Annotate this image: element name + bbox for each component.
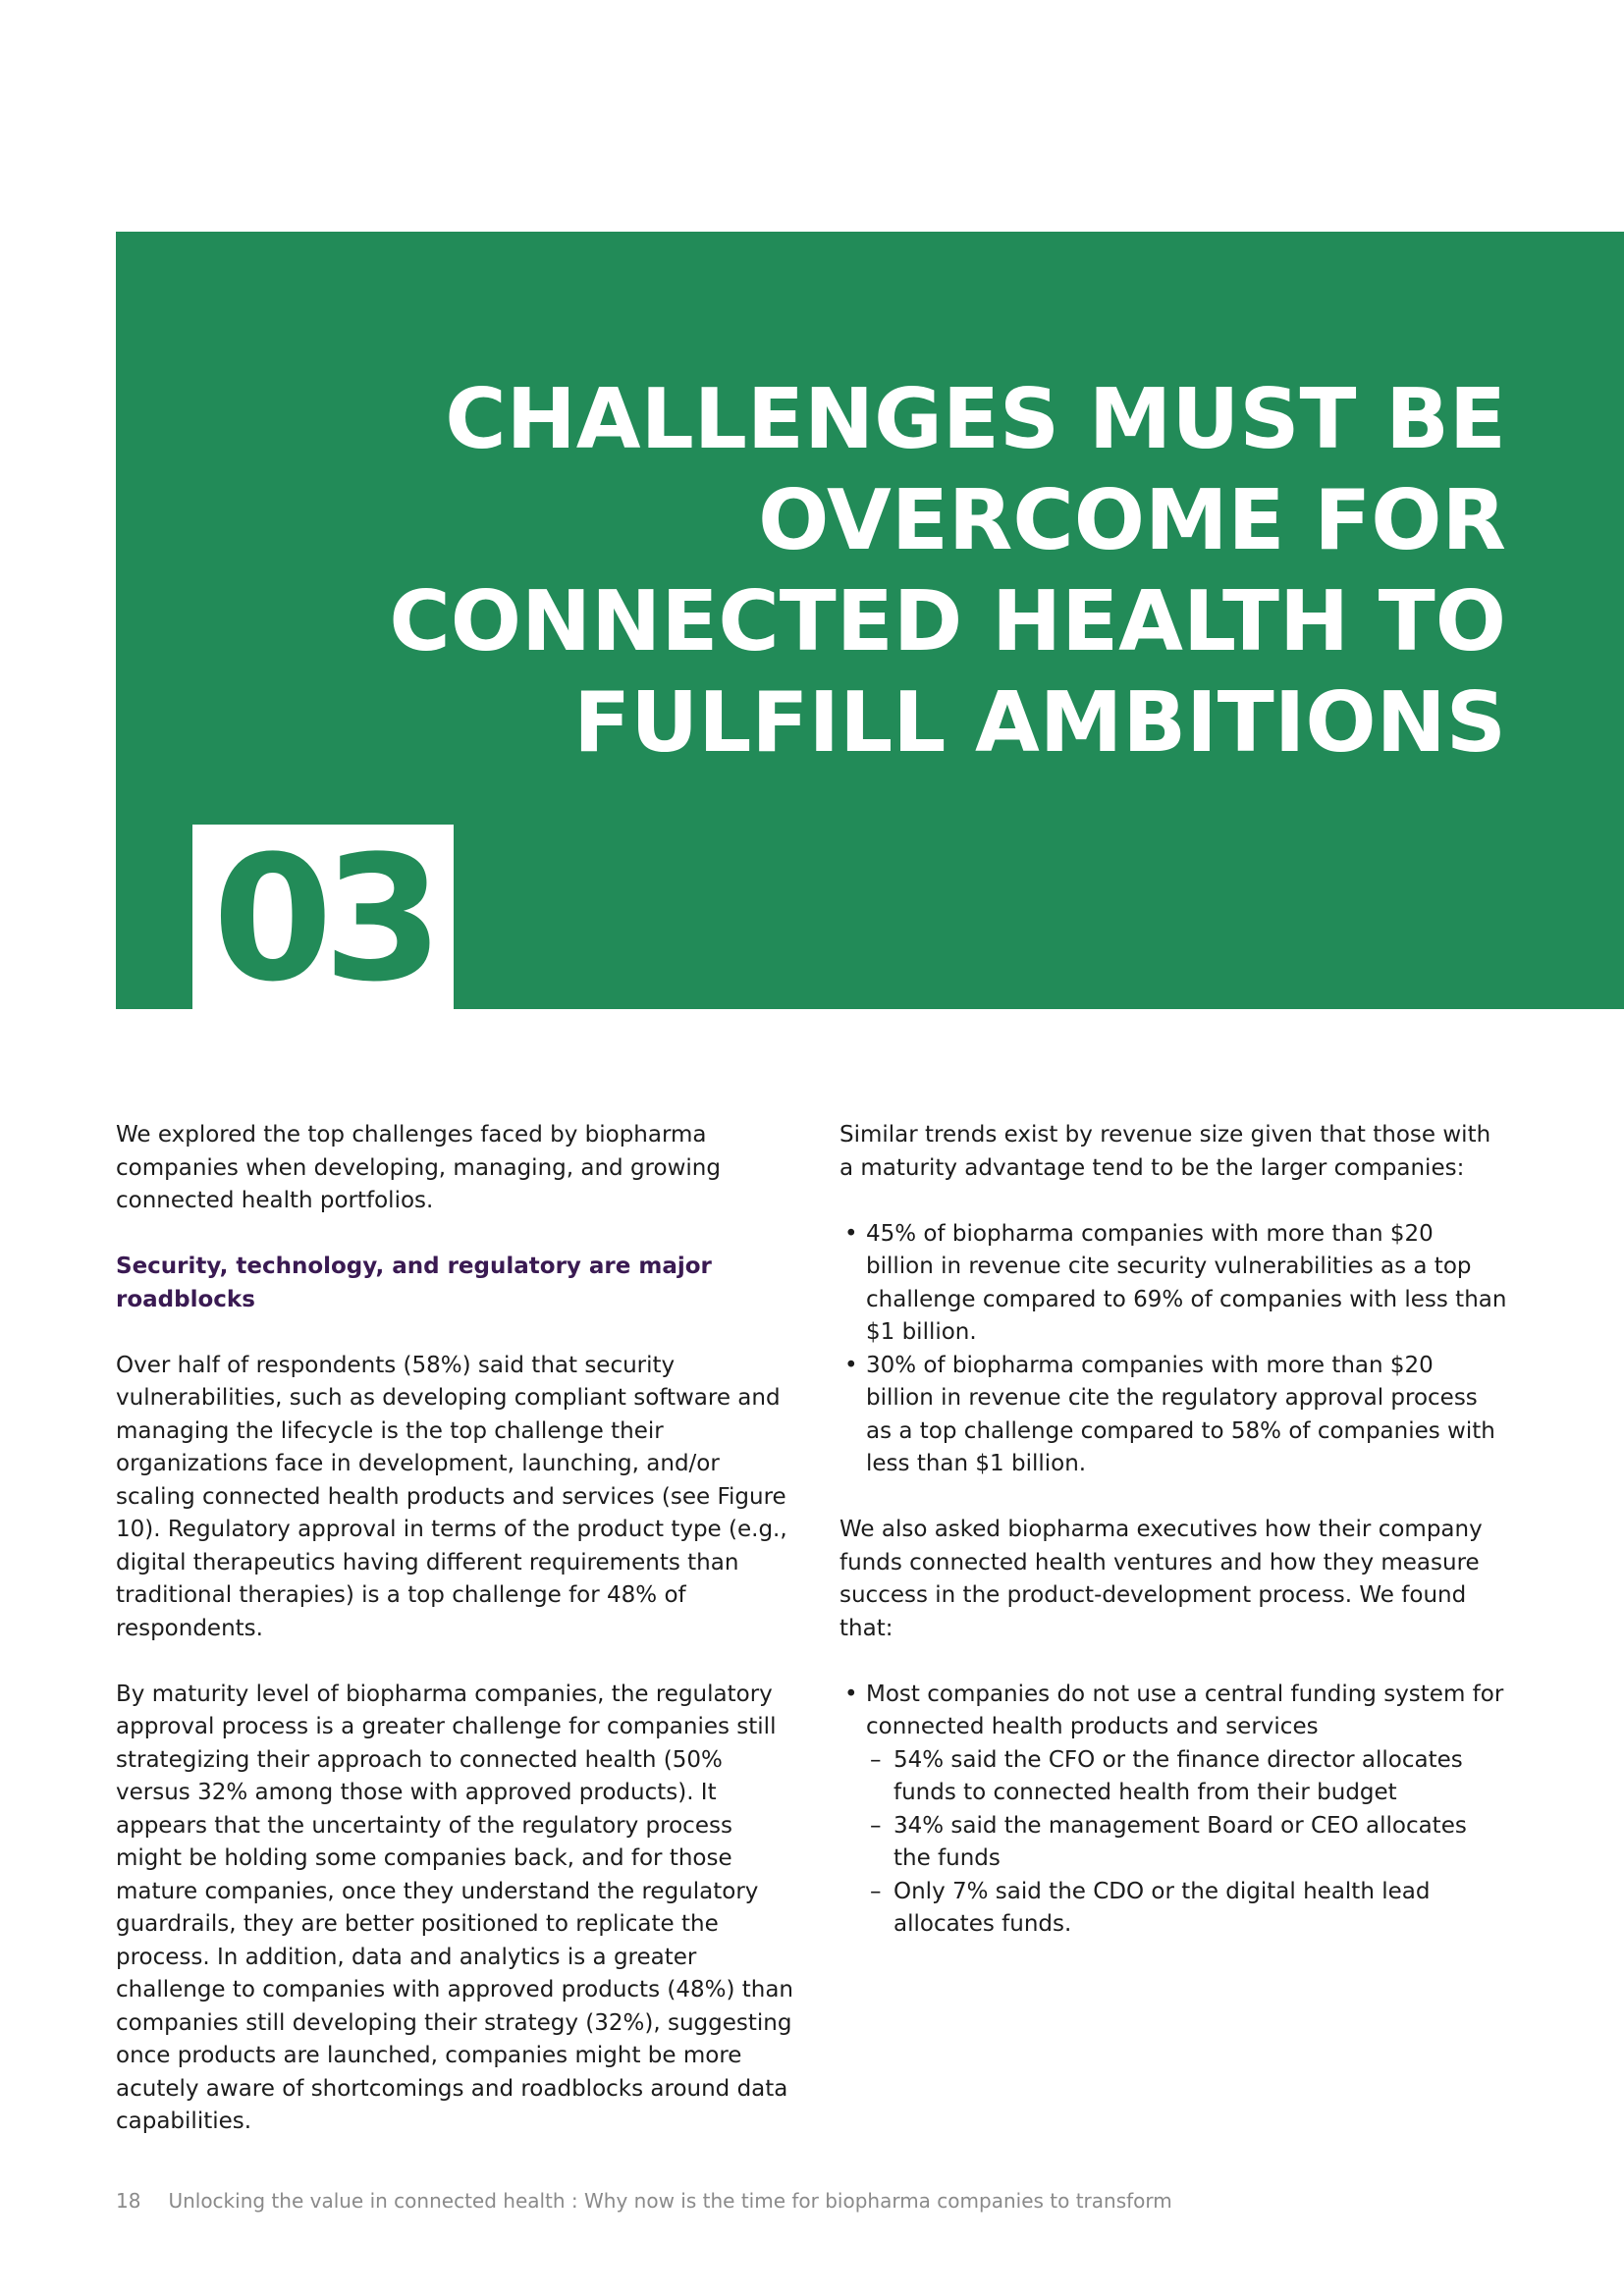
title-line: CHALLENGES MUST BE — [445, 371, 1506, 468]
sub-list-item: – 54% said the CFO or the finance director allocates funds to connected health from their budget — [866, 1744, 1507, 1810]
sub-list-item: – 34% said the management Board or CEO allocates the funds — [866, 1810, 1507, 1876]
bullet-list — [839, 1679, 1507, 1942]
sub-list — [866, 1744, 1507, 1942]
title-line: FULFILL AMBITIONS — [573, 674, 1506, 772]
title-line: OVERCOME FOR — [758, 472, 1506, 569]
body-paragraph: By maturity level of biopharma companies, the regulatory approval process is a greater challenge for companies still strategizing their approach to connected health (50% versus 32% among those with approved products). It appears that the uncertainty of the regulatory process might be holding some companies back, and for those mature companies, once they understand the regulatory guardrails, they are better positioned to replicate the process. In addition, data and analytics is a greater challenge to companies with approved products (48%) than companies still developing their strategy (32%), suggesting once products are launched, companies might be more acutely aware of shortcomings and roadblocks around data capabilities. — [116, 1681, 794, 2134]
page-number: 18 — [116, 2189, 141, 2213]
footer-text: Unlocking the value in connected health : Why now is the time for biopharma companies to transform — [168, 2189, 1172, 2213]
section-number: 03 — [212, 825, 434, 1009]
bullet-list — [839, 1218, 1507, 1481]
right-column — [839, 1119, 1507, 1974]
section-number-box — [192, 825, 454, 1009]
sub-list-item: – Only 7% said the CDO or the digital health lead allocates funds. — [866, 1876, 1507, 1942]
section-title — [328, 369, 1506, 774]
list-item: • 30% of biopharma companies with more than $20 billion in revenue cite the regulatory approval process as a top challenge compared to 58% of companies with less than $1 billion. — [839, 1350, 1507, 1481]
body-paragraph: Over half of respondents (58%) said that security vulnerabilities, such as developing compliant software and managing the lifecycle is the top challenge their organizations face in development, launching, and/or scaling connected health products and services (see Figure 10). Regulatory approval in terms of the product type (e.g., digital therapeutics having different requirements than traditional therapies) is a top challenge for 48% of respondents. — [116, 1352, 787, 1641]
page-footer — [116, 2189, 1172, 2213]
subheading: Security, technology, and regulatory are major roadblocks — [116, 1254, 712, 1312]
intro-paragraph: We explored the top challenges faced by biopharma companies when developing, managing, and growing connected health portfolios. — [116, 1122, 721, 1213]
list-item: • 45% of biopharma companies with more than $20 billion in revenue cite security vulnerabilities as a top challenge compared to 69% of companies with less than $1 billion. — [839, 1218, 1507, 1350]
intro-paragraph: Similar trends exist by revenue size given that those with a maturity advantage tend to be the larger companies: — [839, 1122, 1491, 1181]
left-column — [116, 1119, 803, 2171]
section-banner — [116, 232, 1624, 1009]
list-item-text: Most companies do not use a central funding system for connected health products and services — [866, 1681, 1504, 1739]
title-line: CONNECTED HEALTH TO — [389, 573, 1506, 670]
body-paragraph: We also asked biopharma executives how their company funds connected health ventures and how they measure success in the product-development process. We found that: — [839, 1517, 1483, 1641]
list-item — [839, 1679, 1507, 1942]
